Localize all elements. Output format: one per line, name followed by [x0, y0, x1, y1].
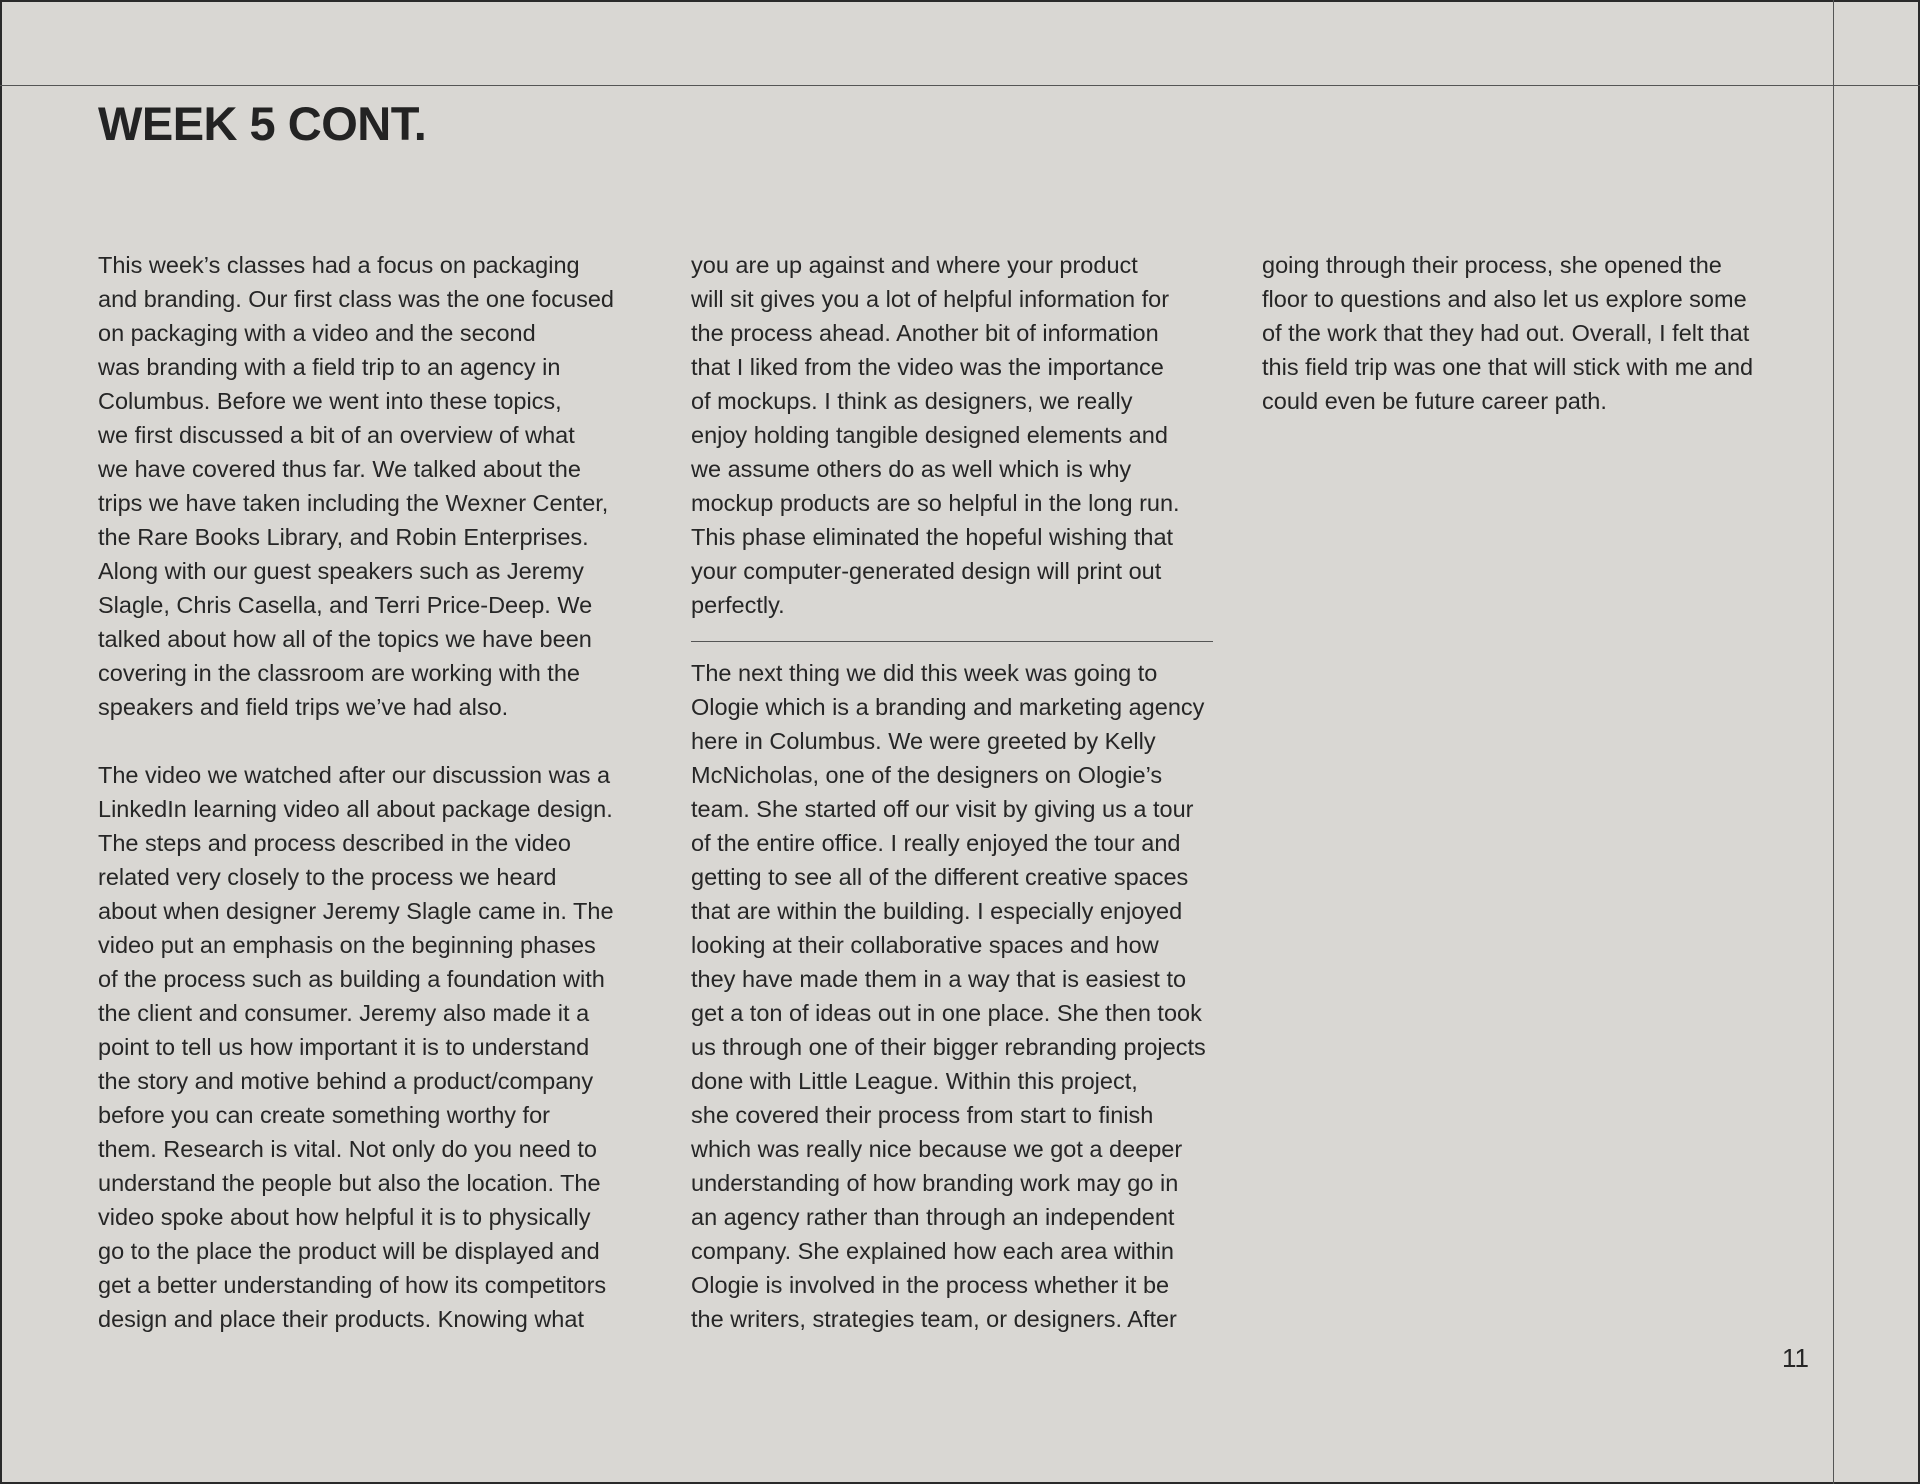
text-line: The video we watched after our discussion was a: [98, 762, 611, 788]
paragraph: [691, 656, 1251, 1336]
text-line: about when designer Jeremy Slagle came in. The: [98, 898, 614, 924]
text-line: The steps and process described in the video: [98, 830, 571, 856]
text-line: them. Research is vital. Not only do you need to: [98, 1136, 597, 1162]
text-line: understanding of how branding work may go in: [691, 1170, 1179, 1196]
text-line: of the work that they had out. Overall, I felt that: [1262, 320, 1750, 346]
text-line: that are within the building. I especially enjoyed: [691, 898, 1183, 924]
text-line: of the process such as building a foundation with: [98, 966, 605, 992]
text-line: of mockups. I think as designers, we really: [691, 388, 1133, 414]
text-line: company. She explained how each area within: [691, 1238, 1174, 1264]
text-line: they have made them in a way that is easiest to: [691, 966, 1187, 992]
text-line: This phase eliminated the hopeful wishing that: [691, 524, 1174, 550]
text-line: us through one of their bigger rebranding projects: [691, 1034, 1206, 1060]
text-line: floor to questions and also let us explore some: [1262, 286, 1747, 312]
text-line: that I liked from the video was the importance: [691, 354, 1164, 380]
text-line: Along with our guest speakers such as Jeremy: [98, 558, 584, 584]
text-line: and branding. Our first class was the one focused: [98, 286, 614, 312]
text-line: mockup products are so helpful in the long run.: [691, 490, 1180, 516]
text-line: which was really nice because we got a deeper: [691, 1136, 1183, 1162]
text-line: video put an emphasis on the beginning phases: [98, 932, 596, 958]
text-column-1: [98, 248, 658, 1336]
text-line: Ologie which is a branding and marketing agency: [691, 694, 1205, 720]
text-line: team. She started off our visit by giving us a tour: [691, 796, 1194, 822]
text-line: going through their process, she opened the: [1262, 252, 1722, 278]
text-line: Slagle, Chris Casella, and Terri Price-Deep. We: [98, 592, 593, 618]
text-line: Ologie is involved in the process whether it be: [691, 1272, 1170, 1298]
text-line: The next thing we did this week was going to: [691, 660, 1158, 686]
text-line: the Rare Books Library, and Robin Enterprises.: [98, 524, 589, 550]
text-column-3: [1262, 248, 1822, 418]
text-line: the story and motive behind a product/company: [98, 1068, 594, 1094]
section-divider: [691, 641, 1213, 642]
text-line: design and place their products. Knowing what: [98, 1306, 584, 1332]
text-line: of the entire office. I really enjoyed the tour and: [691, 830, 1181, 856]
text-line: looking at their collaborative spaces and how: [691, 932, 1159, 958]
text-line: Columbus. Before we went into these topics,: [98, 388, 562, 414]
text-line: point to tell us how important it is to understand: [98, 1034, 590, 1060]
text-line: This week’s classes had a focus on packaging: [98, 252, 580, 278]
text-line: the process ahead. Another bit of information: [691, 320, 1159, 346]
text-line: was branding with a field trip to an agency in: [98, 354, 561, 380]
text-line: will sit gives you a lot of helpful information for: [691, 286, 1170, 312]
text-line: the writers, strategies team, or designers. After: [691, 1306, 1177, 1332]
right-margin-rule: [1833, 0, 1834, 1484]
text-line: before you can create something worthy for: [98, 1102, 550, 1128]
text-line: talked about how all of the topics we have been: [98, 626, 592, 652]
text-line: get a better understanding of how its competitors: [98, 1272, 607, 1298]
text-line: video spoke about how helpful it is to physically: [98, 1204, 591, 1230]
text-line: done with Little League. Within this project,: [691, 1068, 1138, 1094]
text-line: understand the people but also the location. The: [98, 1170, 601, 1196]
text-line: perfectly.: [691, 592, 785, 618]
text-line: related very closely to the process we heard: [98, 864, 557, 890]
text-line: trips we have taken including the Wexner Center,: [98, 490, 609, 516]
text-line: an agency rather than through an independent: [691, 1204, 1175, 1230]
text-line: we assume others do as well which is why: [691, 456, 1132, 482]
text-line: this field trip was one that will stick with me and: [1262, 354, 1754, 380]
page-number: 11: [1782, 1343, 1809, 1373]
paragraph: [1262, 248, 1822, 418]
text-line: enjoy holding tangible designed elements and: [691, 422, 1168, 448]
top-rule: [0, 85, 1920, 86]
text-line: you are up against and where your product: [691, 252, 1138, 278]
text-line: speakers and field trips we’ve had also.: [98, 694, 509, 720]
paragraph: [691, 248, 1251, 622]
text-line: getting to see all of the different creative spaces: [691, 864, 1189, 890]
text-line: here in Columbus. We were greeted by Kelly: [691, 728, 1156, 754]
text-line: could even be future career path.: [1262, 388, 1607, 414]
paragraph: [98, 248, 658, 724]
text-line: the client and consumer. Jeremy also made it a: [98, 1000, 590, 1026]
text-line: go to the place the product will be displayed and: [98, 1238, 600, 1264]
text-line: get a ton of ideas out in one place. She then took: [691, 1000, 1202, 1026]
text-line: McNicholas, one of the designers on Ologie’s: [691, 762, 1163, 788]
text-line: we first discussed a bit of an overview of what: [98, 422, 575, 448]
text-line: we have covered thus far. We talked about the: [98, 456, 581, 482]
text-line: LinkedIn learning video all about package design.: [98, 796, 613, 822]
page-title: WEEK 5 CONT.: [98, 97, 427, 150]
text-line: your computer-generated design will print out: [691, 558, 1162, 584]
text-column-2: [691, 248, 1251, 1336]
text-line: covering in the classroom are working with the: [98, 660, 580, 686]
text-line: on packaging with a video and the second: [98, 320, 536, 346]
text-line: she covered their process from start to finish: [691, 1102, 1154, 1128]
paragraph-gap: [98, 724, 658, 758]
paragraph: [98, 758, 658, 1336]
